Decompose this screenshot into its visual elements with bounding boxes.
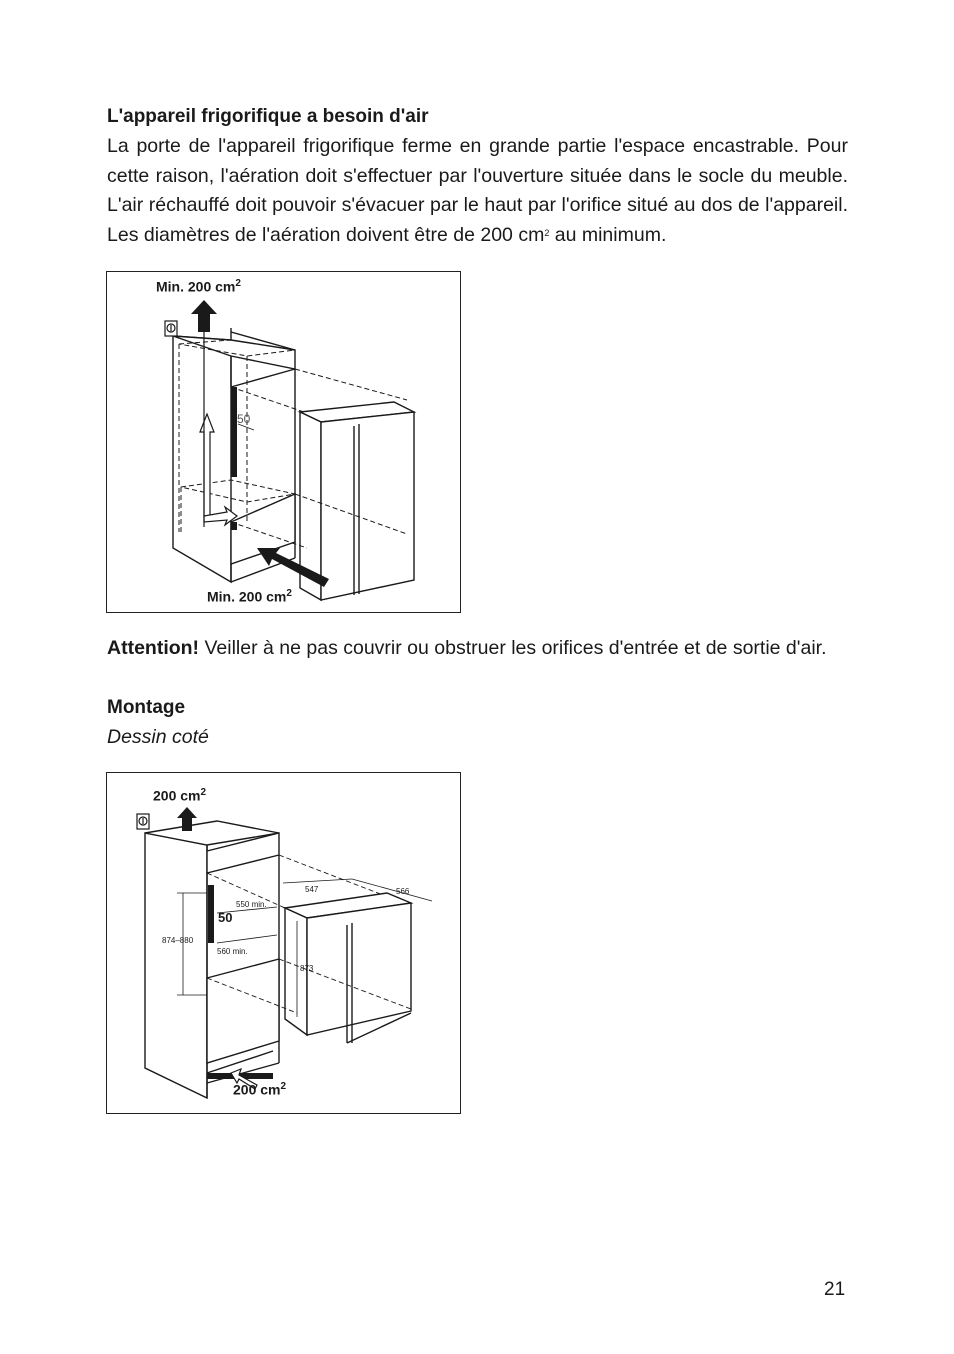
ventilation-diagram	[107, 272, 460, 612]
appliance-width-label: 547	[305, 885, 319, 894]
section-heading-montage: Montage	[107, 697, 186, 718]
ventilation-figure	[106, 271, 461, 613]
gap-dimension-label: 50	[218, 910, 233, 925]
airflow-bottom-label: Min. 200 $cm^2$	[207, 588, 292, 605]
air-paragraph: La porte de l'appareil frigorifique ferme en grande partie l'espace encastrable. Pour cette raison, l'aération doit s'effectuer par l'ouverture située dans le socle du meuble. L'air réchauffé doit pouvoir s'évacuer par le haut par l'orifice situé au dos de l'appareil. Les diamètres de l'aération doivent être de 200 $cm^2$ au minimum.	[107, 135, 848, 246]
airflow-top-label: Min. 200 $cm^2$	[156, 278, 241, 295]
depth-min-top-label: 550 min.	[236, 900, 267, 909]
airflow-bottom-label: 200 $cm^2$	[233, 1081, 287, 1098]
appliance-height-label: 873	[300, 964, 314, 973]
airflow-top-label: 200 $cm^2$	[153, 787, 207, 804]
attention-notice: Attention! Veiller à ne pas couvrir ou obstruer les orifices d'entrée et de sortie d'air.	[107, 637, 827, 659]
dimension-figure	[106, 772, 461, 1114]
section-heading-air: L'appareil frigorifique a besoin d'air	[107, 106, 429, 127]
section-subheading: Dessin coté	[107, 726, 209, 748]
gap-dimension-label: 50	[237, 412, 251, 426]
appliance-depth-label: 566	[396, 887, 410, 896]
socket-icon	[165, 321, 177, 336]
depth-min-bottom-label: 560 min.	[217, 947, 248, 956]
socket-icon	[137, 814, 149, 829]
niche-height-label: 874–880	[162, 936, 194, 945]
page-number: 21	[824, 1279, 846, 1300]
dimension-diagram	[107, 773, 460, 1113]
